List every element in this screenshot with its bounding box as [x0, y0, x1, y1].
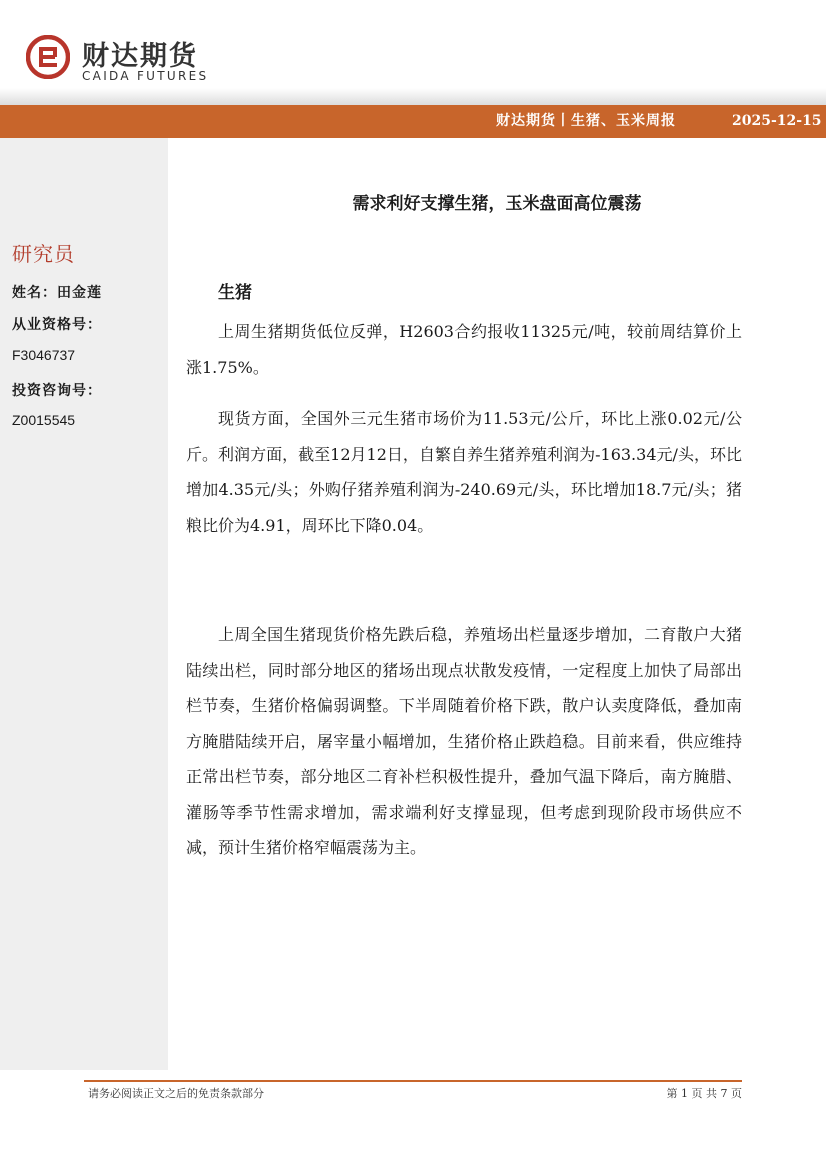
- report-date: 2025-12-15: [732, 113, 822, 129]
- header-shade: [0, 88, 826, 105]
- researcher-heading: 研究员: [12, 242, 75, 266]
- researcher-name: 姓名：田金莲: [12, 285, 102, 301]
- paragraph-3: 上周全国生猪现货价格先跌后稳，养殖场出栏量逐步增加，二育散户大猪陆续出栏，同时部分地区的猪场出现点状散发疫情，一定程度上加快了局部出栏节奏，生猪价格偏弱调整。下半周随着价格下跌，散户认卖度降低，叠加南方腌腊陆续开启，屠宰量小幅增加，生猪价格止跌趋稳。目前来看，供应维持正常出栏节奏，部分地区二育补栏积极性提升，叠加气温下降后，南方腌腊、灌肠等季节性需求增加，需求端利好支撑显现，但考虑到现阶段市场供应不减，预计生猪价格窄幅震荡为主。: [186, 625, 742, 857]
- advisory-label: 投资咨询号：: [12, 383, 102, 399]
- header-bar: [0, 105, 826, 138]
- logo-text-cn: 财达期货: [82, 41, 198, 72]
- page-number: 第 1 页 共 7 页: [666, 1087, 742, 1100]
- document-title: 需求利好支撑生猪，玉米盘面高位震荡: [352, 194, 642, 214]
- logo-text-en: CAIDA FUTURES: [82, 69, 209, 83]
- section-heading: 生猪: [218, 283, 252, 303]
- advisory-number: Z0015545: [12, 412, 76, 428]
- cert-label: 从业资格号：: [12, 317, 102, 333]
- cert-number: F3046737: [12, 347, 76, 363]
- report-title: 财达期货丨生猪、玉米周报: [496, 113, 676, 129]
- paragraph-2: 现货方面，全国外三元生猪市场价为11.53元/公斤，环比上涨0.02元/公斤。利润方面，截至12月12日，自繁自养生猪养殖利润为-163.34元/头，环比增加4.35元/头；外购仔猪养殖利润为-240.69元/头，环比增加18.7元/头；猪粮比价为4.91，周环比下降0.04。: [186, 409, 742, 535]
- paragraph-1: 上周生猪期货低位反弹，H2603合约报收11325元/吨，较前周结算价上涨1.75%。: [186, 322, 742, 377]
- caida-logo-icon: [26, 35, 70, 79]
- sidebar: [0, 138, 168, 1070]
- footer-disclaimer: 请务必阅读正文之后的免责条款部分: [88, 1087, 264, 1100]
- footer-rule: [84, 1080, 742, 1082]
